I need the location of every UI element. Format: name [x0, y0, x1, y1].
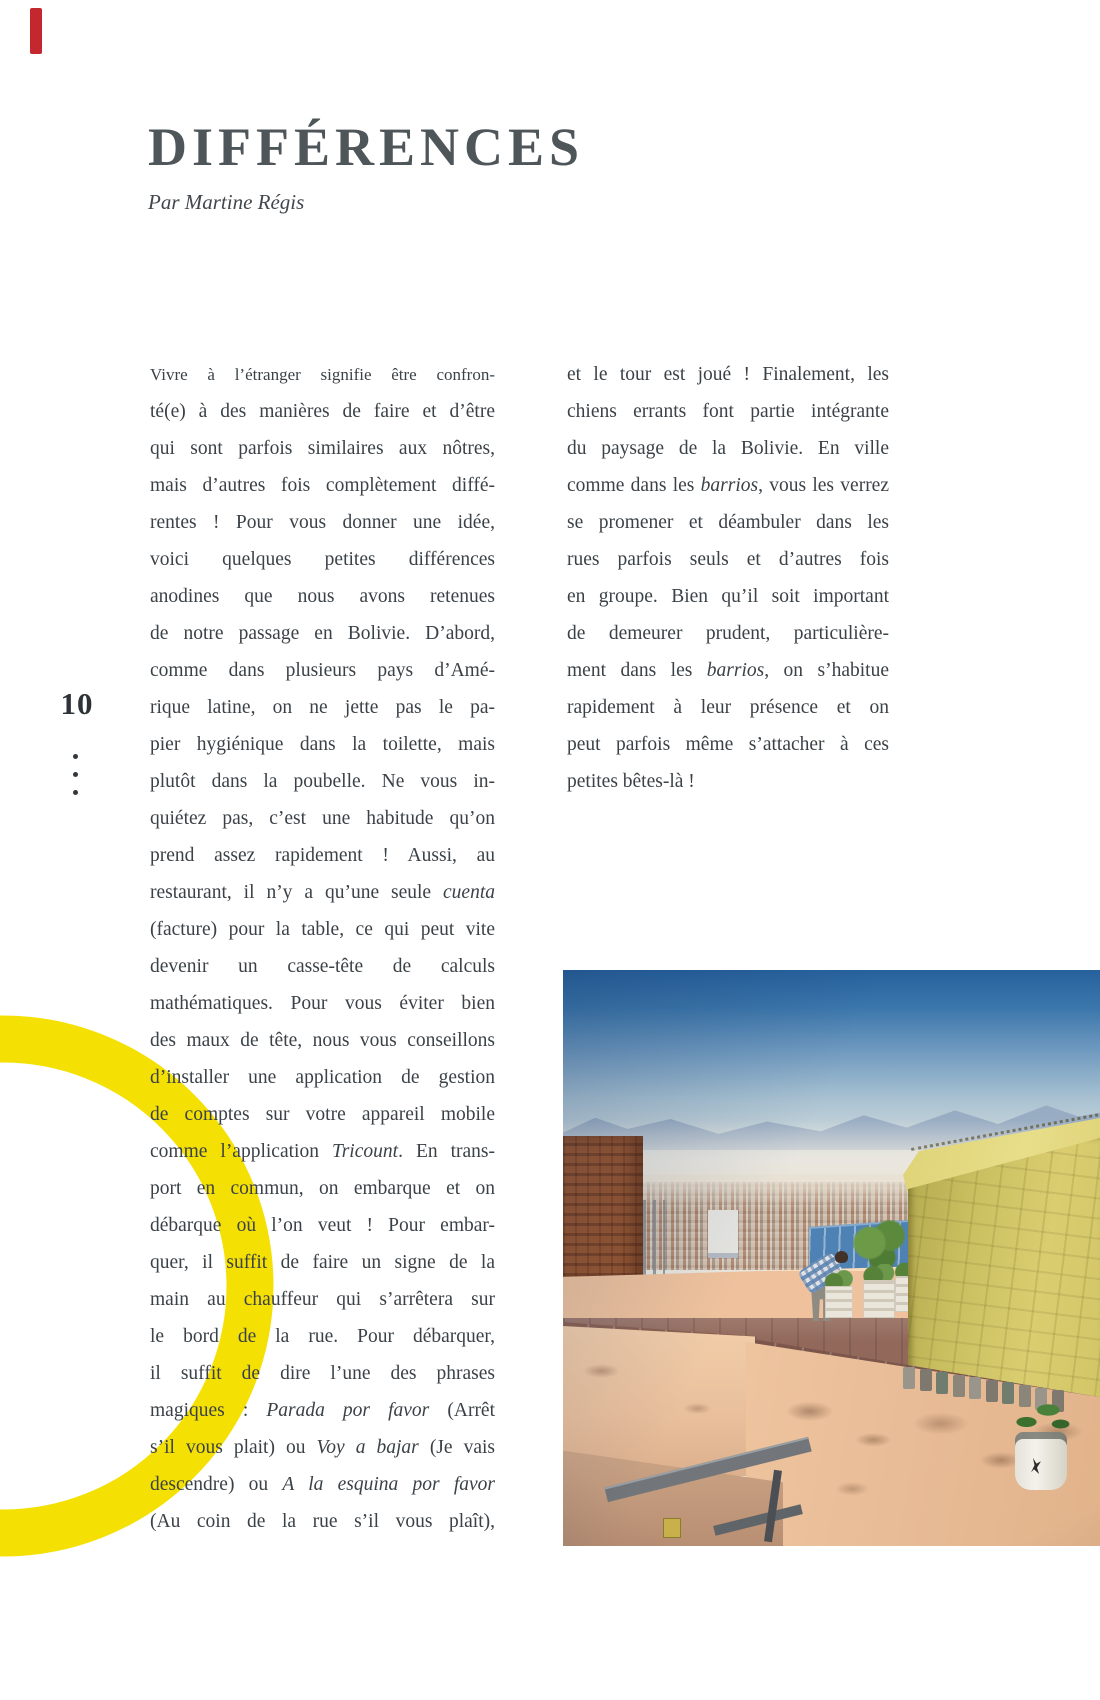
text-line: rentes ! Pour vous donner une idée,: [150, 512, 495, 533]
photo-white-building: [708, 1210, 738, 1258]
text-line: il suffit de dire l’une des phrases: [150, 1363, 495, 1384]
photo-can-plant-tuft: [984, 1370, 1000, 1382]
text-line: Vivre à l’étranger signifie être confron-: [150, 365, 495, 384]
photo-small-sign: [663, 1518, 681, 1538]
photo-can-plant-tuft: [1033, 1378, 1049, 1390]
photo-crate: [863, 1280, 895, 1318]
text-line: voici quelques petites différences: [150, 549, 495, 570]
text-line: prend assez rapidement ! Aussi, au: [150, 845, 495, 866]
photo-tin-can: [936, 1372, 948, 1394]
text-line: restaurant, il n’y a qu’une seule cuenta: [150, 882, 495, 903]
page-title: DIFFÉRENCES: [148, 117, 585, 177]
photo-tin-can: [903, 1367, 915, 1389]
photo-can-plant-tuft: [951, 1365, 967, 1377]
text-line: pier hygiénique dans la toilette, mais: [150, 734, 495, 755]
page-number: 10: [60, 686, 94, 721]
ornament-dot: [73, 790, 78, 795]
article-column-left: [150, 356, 495, 1540]
text-line: quer, il suffit de faire un signe de la: [150, 1252, 495, 1273]
text-line: mathématiques. Pour vous éviter bien: [150, 993, 495, 1014]
text-line: s’il vous plait) ou Voy a bajar (Je vais: [150, 1437, 495, 1458]
photo-tin-can: [920, 1369, 932, 1391]
photo-tin-can: [953, 1375, 965, 1397]
text-line: des maux de tête, nous vous conseillons: [150, 1030, 495, 1051]
text-line: (Au coin de la rue s’il vous plaît),: [150, 1511, 495, 1532]
red-accent-bar: [30, 8, 42, 54]
text-line: rique latine, on ne jette pas le pa-: [150, 697, 495, 718]
text-line: et le tour est joué ! Finalement, les: [567, 364, 889, 385]
text-line: devenir un casse-tête de calculs: [150, 956, 495, 977]
text-line: se promener et déambuler dans les: [567, 512, 889, 533]
text-line: peut parfois même s’attacher à ces: [567, 734, 889, 755]
text-line: d’installer une application de gestion: [150, 1067, 495, 1088]
photo-can-plant-tuft: [1050, 1380, 1066, 1392]
photo-tin-can: [969, 1377, 981, 1399]
text-line: descendre) ou A la esquina por favor: [150, 1474, 495, 1495]
text-line: anodines que nous avons retenues: [150, 586, 495, 607]
ornament-dot: [73, 754, 78, 759]
text-line: de comptes sur votre appareil mobile: [150, 1104, 495, 1125]
photo-scaffold: [643, 1200, 665, 1280]
text-line: comme dans les barrios, vous les verrez: [567, 475, 889, 496]
text-line: magiques : Parada por favor (Arrêt: [150, 1400, 495, 1421]
article-column-right: [567, 356, 889, 800]
text-line: ment dans les barrios, on s’habitue: [567, 660, 889, 681]
photo-can-plant-tuft: [1017, 1375, 1033, 1387]
photo-gardener-head: [835, 1251, 848, 1263]
text-line: de notre passage en Bolivie. D’abord,: [150, 623, 495, 644]
text-line: (facture) pour la table, ce qui peut vite: [150, 919, 495, 940]
text-line: mais d’autres fois complètement diffé-: [150, 475, 495, 496]
ornament-dot: [73, 772, 78, 777]
text-line: du paysage de la Bolivie. En ville: [567, 438, 889, 459]
text-line: petites bêtes-là !: [567, 771, 695, 792]
photo-can-plant-tuft: [934, 1362, 950, 1374]
photo-can-plant-tuft: [967, 1367, 983, 1379]
rooftop-garden-photo: [563, 970, 1100, 1546]
text-line: port en commun, on embarque et on: [150, 1178, 495, 1199]
text-line: rues parfois seuls et d’autres fois: [567, 549, 889, 570]
photo-can-plant-tuft: [918, 1359, 934, 1371]
text-line: le bord de la rue. Pour débarquer,: [150, 1326, 495, 1347]
text-line: comme dans plusieurs pays d’Amé-: [150, 660, 495, 681]
vertical-dots-ornament: [71, 754, 79, 808]
text-line: comme l’application Tricount. En trans-: [150, 1141, 495, 1162]
byline: Par Martine Régis: [148, 190, 305, 214]
text-line: de demeurer prudent, particulière-: [567, 623, 889, 644]
text-line: main au chauffeur qui s’arrêtera sur: [150, 1289, 495, 1310]
text-line: débarque où l’on veut ! Pour embar-: [150, 1215, 495, 1236]
text-line: en groupe. Bien qu’il soit important: [567, 586, 889, 607]
photo-tin-can: [986, 1380, 998, 1402]
photo-foreground-wall-left: [563, 1326, 755, 1476]
photo-white-pot: [1015, 1432, 1067, 1490]
text-line: quiétez pas, c’est une habitude qu’on: [150, 808, 495, 829]
photo-crate: [825, 1286, 853, 1318]
text-line: chiens errants font partie intégrante: [567, 401, 889, 422]
text-line: plutôt dans la poubelle. Ne vous in-: [150, 771, 495, 792]
photo-can-plant-tuft: [901, 1357, 917, 1369]
photo-can-plant-tuft: [1000, 1372, 1016, 1384]
text-line: té(e) à des manières de faire et d’être: [150, 401, 495, 422]
text-line: rapidement à leur présence et on: [567, 697, 889, 718]
text-line: qui sont parfois similaires aux nôtres,: [150, 438, 495, 459]
masthead: [148, 118, 584, 215]
